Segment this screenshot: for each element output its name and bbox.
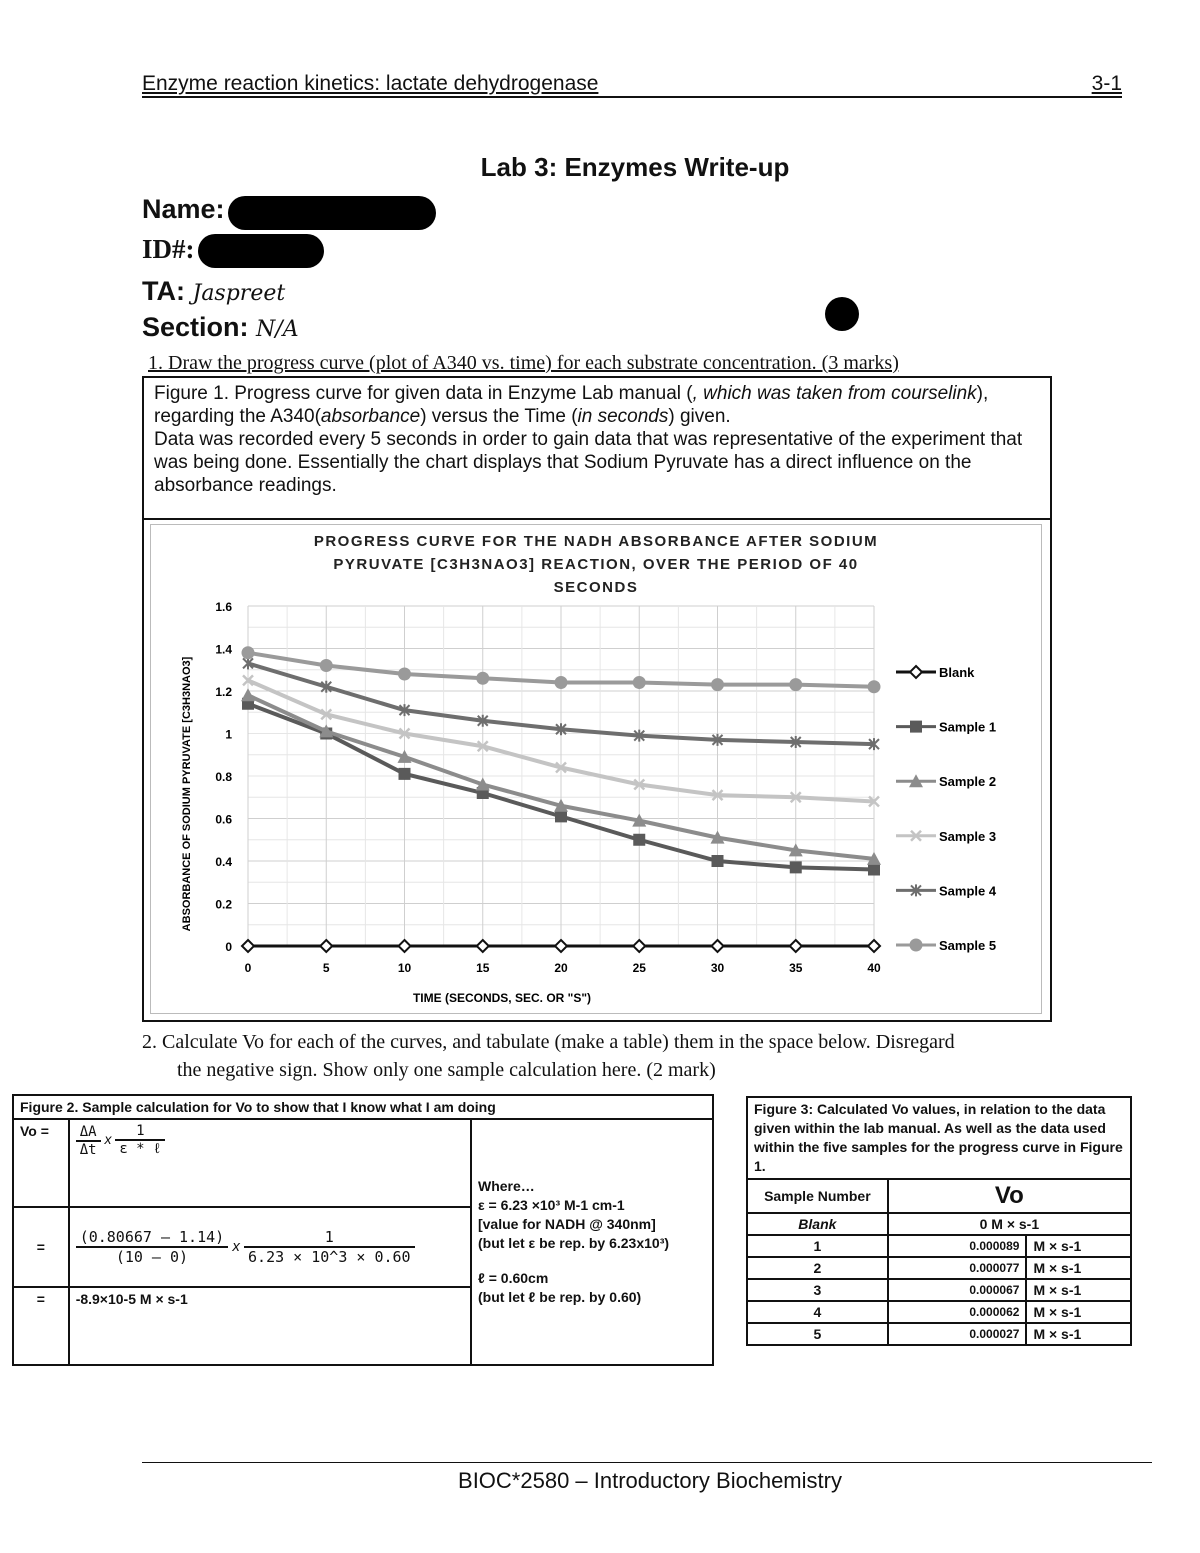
v0-unit: M × s-1 <box>1026 1235 1131 1257</box>
blank-value: 0 M × s-1 <box>888 1213 1131 1235</box>
data-point <box>320 940 332 952</box>
data-point <box>477 940 489 952</box>
frac-delta: $\frac{\Delta A}{\Delta t}$ <box>76 1124 101 1158</box>
pathlength-value: ℓ = 0.60cm <box>477 1270 549 1286</box>
col-v0: Vo <box>888 1179 1131 1213</box>
fig1-text-b: , which was taken from courselink <box>692 383 977 404</box>
legend-item <box>896 665 975 680</box>
section-value: N/A <box>256 317 299 342</box>
footer-text: BIOC*2580 – Introductory Biochemistry <box>458 1468 842 1493</box>
data-point <box>242 940 254 952</box>
data-point <box>789 678 802 691</box>
data-point <box>868 940 880 952</box>
data-point <box>633 676 646 689</box>
where-notes <box>471 1119 713 1365</box>
legend-item <box>896 829 996 844</box>
data-point <box>398 668 411 681</box>
data-point <box>555 940 567 952</box>
x-tick-label: 10 <box>397 961 412 975</box>
legend-label: Sample 3 <box>939 828 997 844</box>
data-point <box>910 721 922 733</box>
epsilon-note: [value for NADH @ 340nm] <box>477 1216 656 1232</box>
x-tick-label: 15 <box>476 961 490 975</box>
sample-number: 2 <box>747 1257 888 1279</box>
data-point <box>712 855 724 867</box>
data-point <box>320 659 333 672</box>
v0-value: 0.000089 <box>888 1235 1027 1257</box>
v0-value: 0.000027 <box>888 1323 1027 1345</box>
v0-row <box>747 1235 1131 1257</box>
footer-rule <box>142 1462 1152 1463</box>
document-title: Lab 3: Enzymes Write-up <box>480 152 790 182</box>
ta-field <box>142 276 285 307</box>
legend-item <box>896 938 996 953</box>
running-header <box>142 72 1122 98</box>
epsilon-rep: (but let ε be rep. by 6.23x10³) <box>477 1235 670 1251</box>
equals-1: = <box>13 1207 69 1287</box>
data-point <box>712 940 724 952</box>
x-tick-labels <box>245 961 881 975</box>
v0-unit: M × s-1 <box>1026 1279 1131 1301</box>
chart-title-line: SECONDS <box>553 579 639 596</box>
data-point <box>910 666 922 678</box>
x-axis-label: TIME (SECONDS, SEC. OR "S") <box>412 991 592 1005</box>
ta-label: TA: <box>142 276 185 306</box>
data-point <box>555 810 567 822</box>
epsilon-value: ε = 6.23 ×10³ M-1 cm-1 <box>477 1197 625 1213</box>
frac-constants: $\frac{1}{6.23 \times 10\^{}3 \times 0.60}$ <box>244 1228 415 1266</box>
chart-legend <box>896 665 997 953</box>
data-point <box>910 939 923 952</box>
data-point <box>790 940 802 952</box>
y-tick-label: 0.2 <box>215 897 232 912</box>
fig1-text-c: ), regarding the A340( <box>154 383 989 427</box>
legend-label: Sample 2 <box>939 774 997 790</box>
legend-item <box>896 883 997 898</box>
y-tick-label: 1 <box>225 727 232 742</box>
data-point <box>633 940 645 952</box>
figure-1-caption <box>142 376 1052 518</box>
section-field <box>142 312 299 343</box>
x-tick-label: 5 <box>322 961 330 975</box>
legend-item <box>896 774 996 789</box>
fig1-text-d: absorbance <box>320 406 421 427</box>
section-label: Section: <box>142 312 249 342</box>
v0-unit: M × s-1 <box>1026 1323 1131 1345</box>
x-tick-label: 40 <box>867 961 881 975</box>
frac-epsilon: $\frac{1}{\text{ε * ℓ}}$ <box>115 1123 165 1158</box>
data-point <box>868 680 881 693</box>
x-tick-label: 30 <box>710 961 725 975</box>
legend-item <box>896 720 996 735</box>
y-axis-label: ABSORBANCE OF SODIUM PYRUVATE [C3H3NAO3] <box>181 656 193 932</box>
x-tick-label: 25 <box>632 961 646 975</box>
y-tick-label: 0.6 <box>215 812 232 827</box>
data-point <box>241 688 255 701</box>
x-tick-label: 0 <box>244 961 252 975</box>
legend-label: Sample 1 <box>939 719 997 735</box>
v0-unit: M × s-1 <box>1026 1301 1131 1323</box>
data-point <box>399 940 411 952</box>
where-label: Where… <box>477 1178 535 1194</box>
question-2-line-2: the negative sign. Show only one sample calculation here. (2 mark) <box>177 1059 716 1081</box>
v0-row <box>747 1301 1131 1323</box>
name-label: Name: <box>142 194 225 224</box>
chart-grid <box>248 606 874 946</box>
data-point <box>399 768 411 780</box>
redaction-name <box>228 196 436 230</box>
y-tick-label: 1.4 <box>215 642 232 657</box>
x-tick-label: 35 <box>789 961 803 975</box>
y-tick-label: 1.2 <box>215 685 232 699</box>
data-point <box>242 646 255 659</box>
legend-label: Blank <box>939 665 975 680</box>
question-2-line-1: 2. Calculate Vo for each of the curves, and tabulate (make a table) them in the space below. Disregard <box>142 1031 955 1053</box>
v0-value: 0.000067 <box>888 1279 1027 1301</box>
legend-label: Sample 4 <box>939 883 997 899</box>
equation-2: $\frac{(0.80667 - 1.14)}{(10 - 0)}$ x $\frac{1}{6.23 \times 10\^{}3 \times 0.60}$ <box>69 1207 471 1287</box>
y-tick-labels <box>215 600 232 954</box>
v0-rows <box>747 1235 1131 1345</box>
question-1: 1. Draw the progress curve (plot of A340 vs. time) for each substrate concentration. (3 marks) <box>148 352 899 374</box>
data-point <box>555 676 568 689</box>
data-point <box>711 678 724 691</box>
chart-title <box>314 533 878 596</box>
chart-title-line: PROGRESS CURVE FOR THE NADH ABSORBANCE AFTER SODIUM <box>313 533 879 550</box>
sample-number: 3 <box>747 1279 888 1301</box>
figure-1-line-1 <box>154 382 1040 428</box>
fig1-text-g: ) given. <box>668 406 731 427</box>
sample-number: 5 <box>747 1323 888 1345</box>
header-title: Enzyme reaction kinetics: lactate dehydrogenase <box>142 72 599 95</box>
figure-2-sample-calculation <box>12 1094 714 1366</box>
pathlength-rep: (but let ℓ be rep. by 0.60) <box>477 1289 642 1305</box>
v0-row <box>747 1279 1131 1301</box>
figure-3-v0-table <box>746 1096 1132 1346</box>
v0-label: Vo = <box>13 1119 69 1207</box>
v0-row <box>747 1323 1131 1345</box>
y-tick-label: 0.4 <box>215 855 232 869</box>
frac-values: $\frac{(0.80667 - 1.14)}{(10 - 0)}$ <box>76 1228 229 1266</box>
black-dot <box>825 297 859 331</box>
ta-value: Jaspreet <box>192 281 286 306</box>
series-blank <box>242 940 880 952</box>
figure-1-paragraph-2: Data was recorded every 5 seconds in order to gain data that was representative of the experiment that was being done. Essentially the chart displays that Sodium Pyruvate has a direct influence on the absorbance readings. <box>154 429 1023 496</box>
v0-value: 0.000062 <box>888 1301 1027 1323</box>
sample-number: 1 <box>747 1235 888 1257</box>
page-number: 3-1 <box>1091 72 1122 95</box>
y-tick-label: 0 <box>225 940 232 954</box>
figure-3-caption: Figure 3: Calculated Vo values, in relation to the data given within the lab manual. As well as the data used within the five samples for the progress curve in Figure 1. <box>747 1097 1131 1179</box>
data-point <box>868 864 880 876</box>
data-point <box>633 834 645 846</box>
fig1-text-e: ) versus the Time ( <box>420 406 578 427</box>
blank-label: Blank <box>747 1213 888 1235</box>
sample-number: 4 <box>747 1301 888 1323</box>
redaction-id <box>198 234 324 268</box>
data-point <box>790 861 802 873</box>
v0-row <box>747 1257 1131 1279</box>
progress-curve-chart <box>150 524 1042 1014</box>
legend-label: Sample 5 <box>939 938 997 953</box>
equation-1: $\frac{\Delta A}{\Delta t}$ x $\frac{1}{\text{ε * ℓ}}$ <box>69 1119 471 1207</box>
v0-value: 0.000077 <box>888 1257 1027 1279</box>
figure-2-caption: Figure 2. Sample calculation for Vo to show that I know what I am doing <box>13 1095 713 1119</box>
y-tick-label: 0.8 <box>215 770 232 784</box>
result: -8.9×10-5 M × s-1 <box>69 1287 471 1365</box>
fig1-text-f: in seconds <box>577 406 669 427</box>
y-tick-label: 1.6 <box>215 600 232 614</box>
id-label: ID#: <box>142 234 195 264</box>
x-tick-label: 20 <box>554 961 568 975</box>
data-point <box>476 672 489 685</box>
fig1-text-a: Figure 1. Progress curve for given data in Enzyme Lab manual ( <box>154 383 693 404</box>
chart-title-line: PYRUVATE [C3H3NAO3] REACTION, OVER THE PERIOD OF 40 <box>333 556 859 573</box>
col-sample-number: Sample Number <box>747 1179 888 1213</box>
v0-unit: M × s-1 <box>1026 1257 1131 1279</box>
equals-2: = <box>13 1287 69 1365</box>
